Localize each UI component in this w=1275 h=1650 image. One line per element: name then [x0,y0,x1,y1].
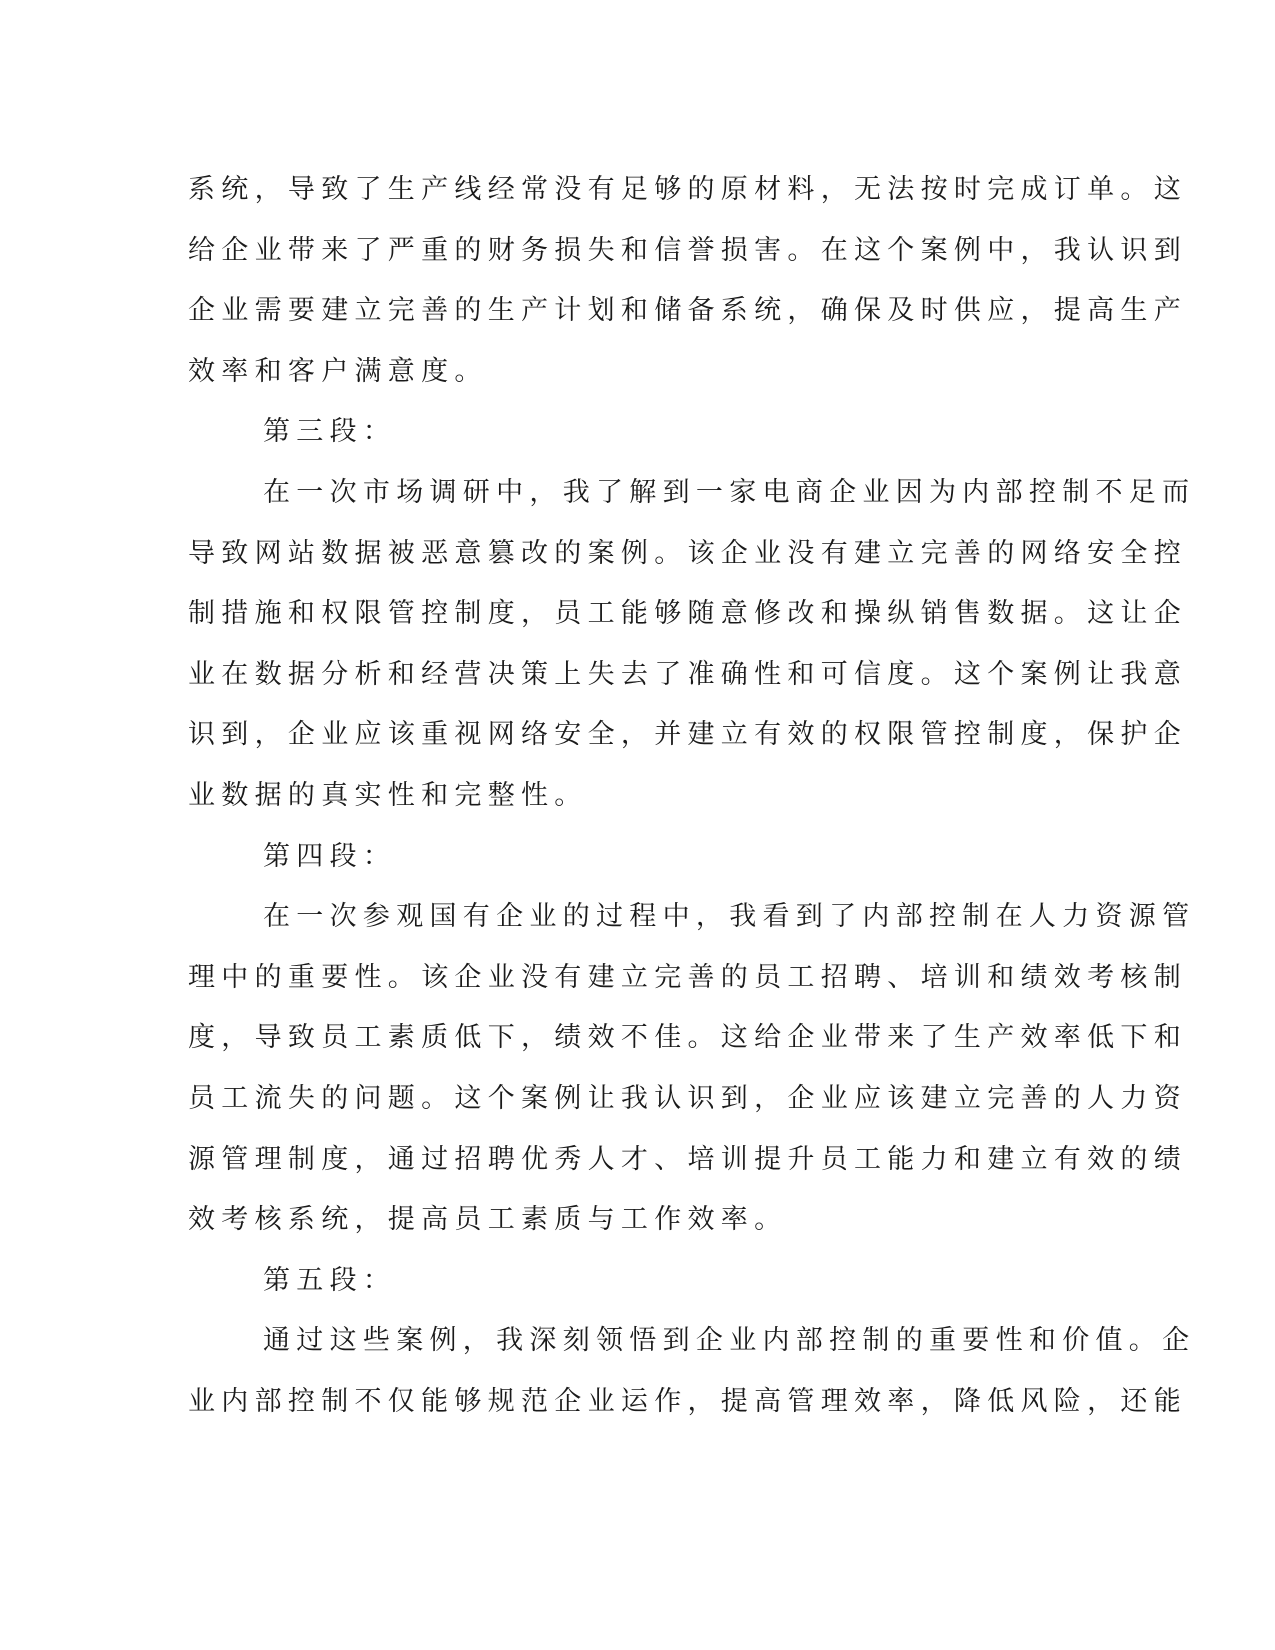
text-line: 企业需要建立完善的生产计划和储备系统，确保及时供应，提高生产 [188,295,1187,327]
text-line: 通过这些案例，我深刻领悟到企业内部控制的重要性和价值。企 [263,1325,1196,1357]
text-line: 制措施和权限管控制度，员工能够随意修改和操纵销售数据。这让企 [188,598,1187,630]
text-line: 理中的重要性。该企业没有建立完善的员工招聘、培训和绩效考核制 [188,961,1187,993]
text-line: 系统，导致了生产线经常没有足够的原材料，无法按时完成订单。这 [188,174,1187,205]
document-body [188,160,1196,1432]
text-line: 业在数据分析和经营决策上失去了准确性和可信度。这个案例让我意 [188,658,1187,690]
text-line: 业数据的真实性和完整性。 [188,779,588,811]
text-line: 识到，企业应该重视网络安全，并建立有效的权限管控制度，保护企 [188,719,1187,751]
text-line: 给企业带来了严重的财务损失和信誉损害。在这个案例中，我认识到 [188,234,1187,266]
section-heading-3: 第三段： [263,416,397,448]
text-line: 在一次市场调研中，我了解到一家电商企业因为内部控制不足而 [263,476,1196,508]
text-line: 在一次参观国有企业的过程中，我看到了内部控制在人力资源管 [263,901,1196,933]
section-heading-5: 第五段： [263,1264,397,1296]
text-line: 员工流失的问题。这个案例让我认识到，企业应该建立完善的人力资 [188,1082,1187,1114]
text-line: 效率和客户满意度。 [188,355,488,387]
text-line: 效考核系统，提高员工素质与工作效率。 [188,1204,788,1236]
text-line: 度，导致员工素质低下，绩效不佳。这给企业带来了生产效率低下和 [188,1022,1187,1054]
text-line: 导致网站数据被恶意篡改的案例。该企业没有建立完善的网络安全控 [188,537,1187,569]
text-line: 业内部控制不仅能够规范企业运作，提高管理效率，降低风险，还能 [188,1385,1187,1417]
text-line: 源管理制度，通过招聘优秀人才、培训提升员工能力和建立有效的绩 [188,1143,1187,1175]
section-heading-4: 第四段： [263,840,397,872]
